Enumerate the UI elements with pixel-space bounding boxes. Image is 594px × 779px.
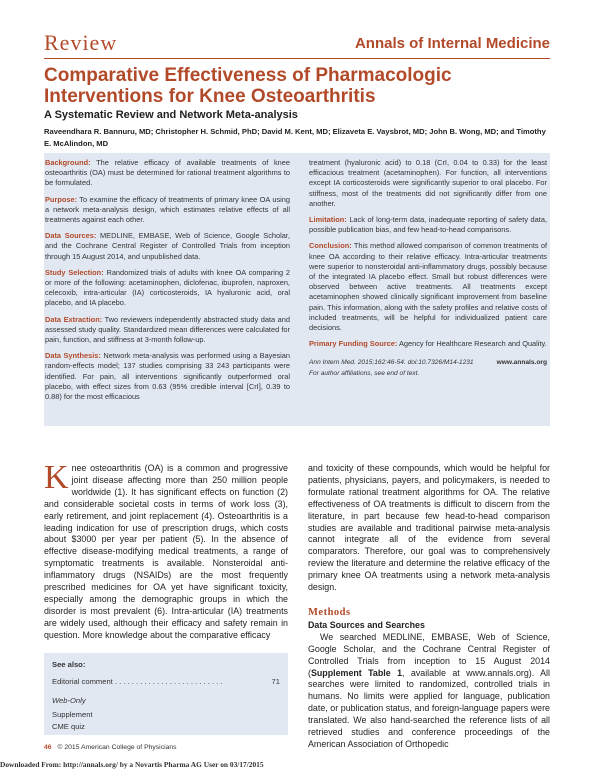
see-also-web-only: Web-Only [52,696,86,705]
abstract-study-selection: Study Selection: Randomized trials of adults with knee OA comparing 2 or more of the following: acetaminophen, diclofenac, ibuprofen, naproxen, celecoxib, intra-articular (IA) corticosteroids, IA hyaluronic acid, oral placebo, and IA placebo. [45,267,290,308]
body-left-column [44,459,288,642]
see-also-cme[interactable]: CME quiz [52,722,85,731]
article-subtitle: A Systematic Review and Network Meta-analysis [44,109,298,121]
abstract-data-synthesis-cont: treatment (hyaluronic acid) to 0.18 (CrI, 0.04 to 0.33) for the least efficacious treatment (acetaminophen). For function, all interventions except IA corticosteroids were significantly superior to oral placebo. For stiffness, most of the treatments did not significantly differ from one another. [309,158,547,208]
abstract-conclusion: Conclusion: This method allowed comparison of common treatments of knee OA according to their relative efficacy. Intra-articular treatments were superior to nonsteroidal anti-inflammatory drugs, possibly because of the integrated IA placebo effect. Small but robust differences were observed between active treatments. All treatments except acetaminophen showed clinically significant improvement from baseline pain. This information, along with the safety profiles and relative costs of included treatments, will be helpful for individualized patient care decisions. [309,241,547,333]
abstract-purpose: Purpose: To examine the efficacy of treatments of primary knee OA using a network meta-analysis design, which estimates relative effects of all treatments against each other. [45,194,291,225]
abstract-left-column [45,158,290,408]
abstract-funding: Primary Funding Source: Agency for Healthcare Research and Quality. [309,339,547,349]
abstract-right-column [309,158,547,385]
body-right-column [308,463,550,751]
article-title: Comparative Effectiveness of Pharmacologic Interventions for Knee Osteoarthritis [44,65,452,107]
intro-paragraph: Knee osteoarthritis (OA) is a common and progressive joint disease affecting more than 250 million people worldwide (1). It has significant effects on function (2) and considerable societal costs in terms of work loss (3), early retirement, and joint replacement (4). Osteoarthritis is a leading indication for use of prescription drugs, which costs about $3000 per year per patient (5). In the absence of effective disease-modifying medical treatments, a range of symptomatic treatments is available. Nonsteroidal anti-inflammatory drugs (NSAIDs) are the most frequently prescribed medicines for OA yet have significant toxicity, especially among the demographic groups in which the disorder is most prevalent (6). Intra-articular (IA) treatments are widely used, although their efficacy and safety remain in question. More knowledge about the comparative efficacy [44,459,288,640]
see-also-heading: See also: [52,660,86,669]
intro-paragraph-cont: and toxicity of these compounds, which would be helpful for patients, physicians, payers, and policymakers, is needed to formulate rational treatment algorithms for OA. The relative effectiveness of OA treatments is difficult to discern from the literature, in part because few head-to-head comparison studies are available and traditional pairwise meta-analysis cannot integrate all of the evidence from several comparators. Therefore, our goal was to comprehensively review the literature and determine the relative efficacy of the primary knee OA treatments using a network meta-analysis design. [308,463,550,593]
abstract-limitation: Limitation: Lack of long-term data, inadequate reporting of safety data, possible publication bias, and few head-to-head comparisons. [309,215,547,235]
abstract-data-synthesis: Data Synthesis: Network meta-analysis was performed using a Bayesian random-effects model; 137 studies comprising 33 243 participants were identified. For pain, all interventions significantly outperformed oral placebo, with effect sizes from 0.63 (95% credible interval [CrI], 0.39 to 0.88) for the most efficacious [45,351,291,402]
copyright: © 2015 American College of Physicians [57,744,177,751]
download-notice: Downloaded From: http://annals.org/ by a Novartis Pharma AG User on 03/17/2015 [0,760,264,769]
see-also-editorial[interactable]: Editorial comment . . . . . . . . . . . . . . . . . . . . . . . . . . 71 [52,677,280,686]
abstract-affiliations: For author affiliations, see end of text. [309,369,420,377]
methods-paragraph: We searched MEDLINE, EMBASE, Web of Science, Google Scholar, and the Cochrane Central Register of Controlled Trials from inception to 15 August 2014 (Supplement Table 1, available at www.annals.org). All searches were limited to randomized, controlled trials in humans. No limits were applied for language, publication date, or publication status, and foreign-language papers were translated. We also hand-searched the reference lists of all retrieved studies and conference proceedings of the American Association of Orthopedic [308,631,550,749]
abstract-citation: Ann Intern Med. 2015;162:46-54. doi:10.7326/M14-1231 www.annals.org [309,358,547,368]
page-number: 46 [44,744,52,751]
abstract-data-extraction: Data Extraction: Two reviewers independently abstracted study data and assessed study quality. Standardized mean differences were calculated for pain, function, and stiffness at 3-month follow-up. [45,314,290,345]
abstract-background: Background: The relative efficacy of available treatments of knee osteoarthritis (OA) must be determined for rational treatment algorithms to be formulated. [45,158,291,188]
journal-name: Annals of Internal Medicine [354,35,550,52]
see-also-box [44,653,288,735]
methods-heading: Methods [308,606,351,618]
author-list: Raveendhara R. Bannuru, MD; Christopher H. Schmid, PhD; David M. Kent, MD; Elizaveta E. Vaysbrot, MD; John B. Wong, MD; and Timothy E. McAlindon, MD [44,127,546,148]
header-rule [44,58,550,59]
section-label: Review [44,30,118,55]
page-footer [44,744,177,751]
drop-cap: K [44,459,69,496]
abstract-data-sources: Data Sources: MEDLINE, EMBASE, Web of Science, Google Scholar, and the Cochrane Central Register of Controlled Trials from inception through 15 August 2014, and unpublished data. [45,231,290,261]
supplement-table-link[interactable]: Supplement Table 1 [310,667,403,678]
website-link[interactable]: www.annals.org [496,359,547,367]
see-also-supplement[interactable]: Supplement [52,710,93,719]
abstract-box [44,153,550,426]
data-sources-heading: Data Sources and Searches [308,619,425,630]
